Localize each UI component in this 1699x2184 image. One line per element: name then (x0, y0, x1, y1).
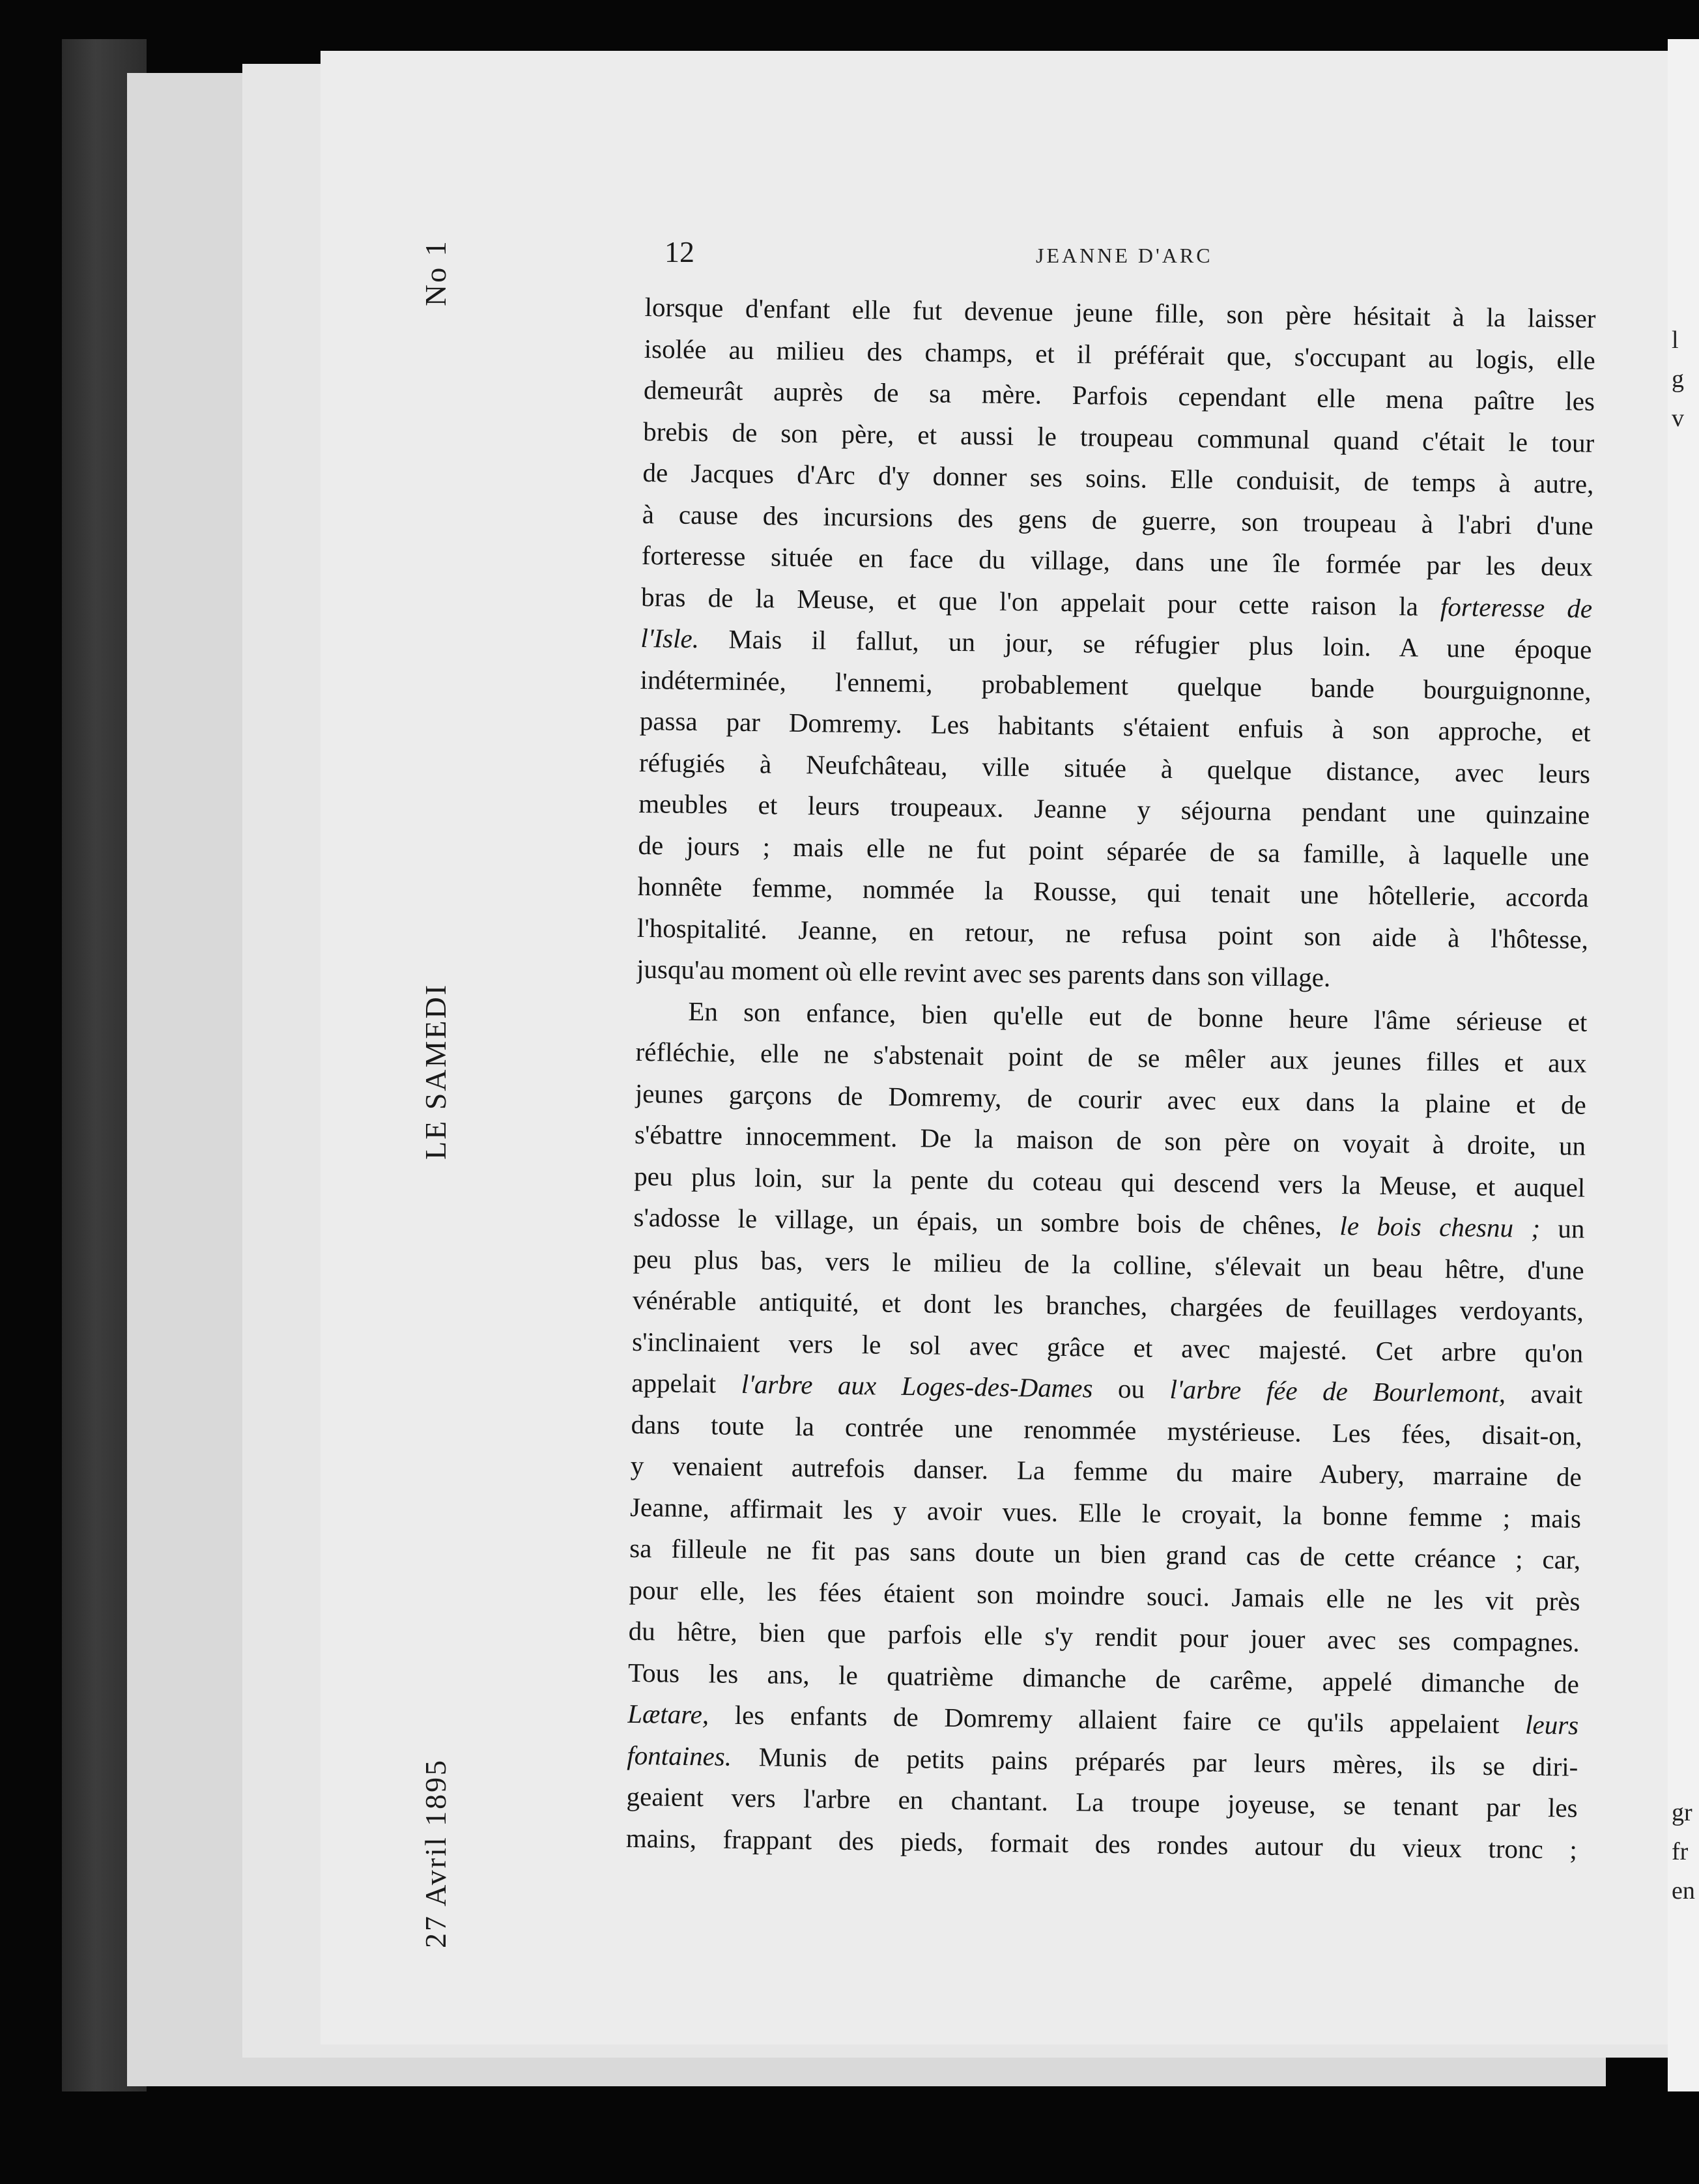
text-line: Jeanne, affirmait les y avoir vues. Elle le croyait, la bonne femme ; mais (629, 1491, 1582, 1534)
text-line: peu plus bas, vers le milieu de la colline, s'élevait un beau hêtre, d'une (633, 1243, 1584, 1286)
text-line: y venaient autrefois danser. La femme du maire Aubery, marraine de (630, 1450, 1582, 1492)
text-line: meubles et leurs troupeaux. Jeanne y séjourna pendant une quinzaine (638, 788, 1590, 830)
italic-term: forteresse de (1440, 591, 1593, 624)
text-line: réfléchie, elle ne s'abstenait point de se mêler aux jeunes filles et aux (635, 1036, 1587, 1078)
page-fragment: gr (1672, 1799, 1692, 1826)
text-line: de Jacques d'Arc d'y donner ses soins. Elle conduisit, de temps à autre, (642, 457, 1594, 499)
text-line: Tous les ans, le quatrième dimanche de carême, appelé dimanche de (627, 1657, 1580, 1699)
italic-term: l'arbre aux Loges-des-Dames (741, 1368, 1093, 1403)
text-line: isolée au milieu des champs, et il préférait que, s'occupant au logis, elle (644, 333, 1596, 375)
text-line: vénérable antiquité, et dont les branches, chargées de feuillages verdoyants, (632, 1284, 1584, 1327)
page-fragment: en (1672, 1877, 1695, 1904)
text-line: jeunes garçons de Domremy, de courir avec eux dans la plaine et de (635, 1078, 1587, 1120)
text-line: réfugiés à Neufchâteau, ville située à quelque distance, avec leurs (638, 747, 1591, 789)
page-fragment: v (1672, 405, 1684, 432)
page-fragment: g (1672, 366, 1684, 393)
text-span: un (1558, 1213, 1585, 1244)
text-span: ou (1117, 1373, 1145, 1404)
issue-number: No 1 (419, 239, 452, 306)
text-span: les enfants de Domremy allaient faire ce qu'ils appelaient (734, 1699, 1500, 1740)
italic-term: l'Isle. (640, 622, 700, 654)
text-line: peu plus loin, sur la pente du coteau qui descend vers la Meuse, et auquel (634, 1160, 1586, 1203)
body-text (626, 287, 1596, 1871)
text-line: s'inclinaient vers le sol avec grâce et avec majesté. Cet arbre qu'on (631, 1326, 1584, 1368)
text-span: Mais il fallut, un jour, se réfugier plus loin. A une époque (728, 624, 1592, 665)
text-span: appelait (631, 1367, 717, 1399)
italic-term: l'arbre fée de Bourlemont, (1169, 1373, 1506, 1409)
page-number: 12 (664, 235, 694, 268)
text-line: geaient vers l'arbre en chantant. La troupe joyeuse, se tenant par les (626, 1781, 1578, 1823)
italic-term: Lætare, (627, 1698, 709, 1730)
text-line: dans toute la contrée une renommée mystérieuse. Les fées, disait-on, (631, 1409, 1582, 1451)
text-line: mains, frappant des pieds, formait des rondes autour du vieux tronc ; (625, 1822, 1578, 1865)
text-line: passa par Domremy. Les habitants s'étaient enfuis à son approche, et (639, 705, 1592, 747)
text-line: honnête femme, nommée la Rousse, qui tenait une hôtellerie, accorda (637, 870, 1589, 913)
page-header (664, 235, 1596, 274)
issue-date: 27 Avril 1895 (419, 1758, 452, 1948)
page-fragment: fr (1672, 1838, 1689, 1865)
text-line: l'hospitalité. Jeanne, en retour, ne refusa point son aide à l'hôtesse, (636, 912, 1589, 955)
text-line: s'ébattre innocemment. De la maison de son père on voyait à droite, un (634, 1119, 1586, 1161)
text-line: du hêtre, bien que parfois elle s'y rendit pour jouer avec ses compagnes. (628, 1615, 1580, 1658)
page-fragment: l (1672, 326, 1679, 354)
text-line: jusqu'au moment où elle revint avec ses parents dans son village. (636, 953, 1331, 992)
next-page-edge (1668, 39, 1699, 2091)
italic-term: le bois chesnu ; (1339, 1211, 1541, 1243)
text-span: s'adosse le village, un épais, un sombre bois de chênes, (633, 1201, 1322, 1241)
text-line: pour elle, les fées étaient son moindre souci. Jamais elle ne les vit près (629, 1574, 1580, 1616)
text-line: En son enfance, bien qu'elle eut de bonne heure l'âme sérieuse et (688, 996, 1588, 1037)
text-line: sa filleule ne fit pas sans doute un bien grand cas de cette créance ; car, (629, 1532, 1581, 1575)
text-line: lorsque d'enfant elle fut devenue jeune fille, son père hésitait à la laisser (644, 291, 1596, 334)
text-line: indéterminée, l'ennemi, probablement quelque bande bourguignonne, (640, 664, 1592, 706)
text-line: à cause des incursions des gens de guerre, son troupeau à l'abri d'une (642, 498, 1593, 541)
text-line: de jours ; mais elle ne fut point séparée de sa famille, à laquelle une (638, 829, 1590, 872)
text-span: Munis de petits pains préparés par leurs mères, ils se diri- (758, 1741, 1578, 1782)
italic-term: fontaines. (627, 1740, 732, 1772)
text-line: forteresse située en face du village, dans une île formée par les deux (641, 539, 1593, 582)
italic-term: leurs (1524, 1709, 1579, 1740)
text-span: bras de la Meuse, et que l'on appelait pour cette raison la (640, 581, 1419, 622)
running-head: JEANNE D'ARC (1036, 244, 1213, 267)
text-line: brebis de son père, et aussi le troupeau communal quand c'était le tour (643, 416, 1595, 458)
text-span: avait (1530, 1378, 1583, 1409)
text-line: demeurât auprès de sa mère. Parfois cependant elle mena paître les (643, 374, 1595, 416)
publication-title: LE SAMEDI (419, 983, 452, 1160)
